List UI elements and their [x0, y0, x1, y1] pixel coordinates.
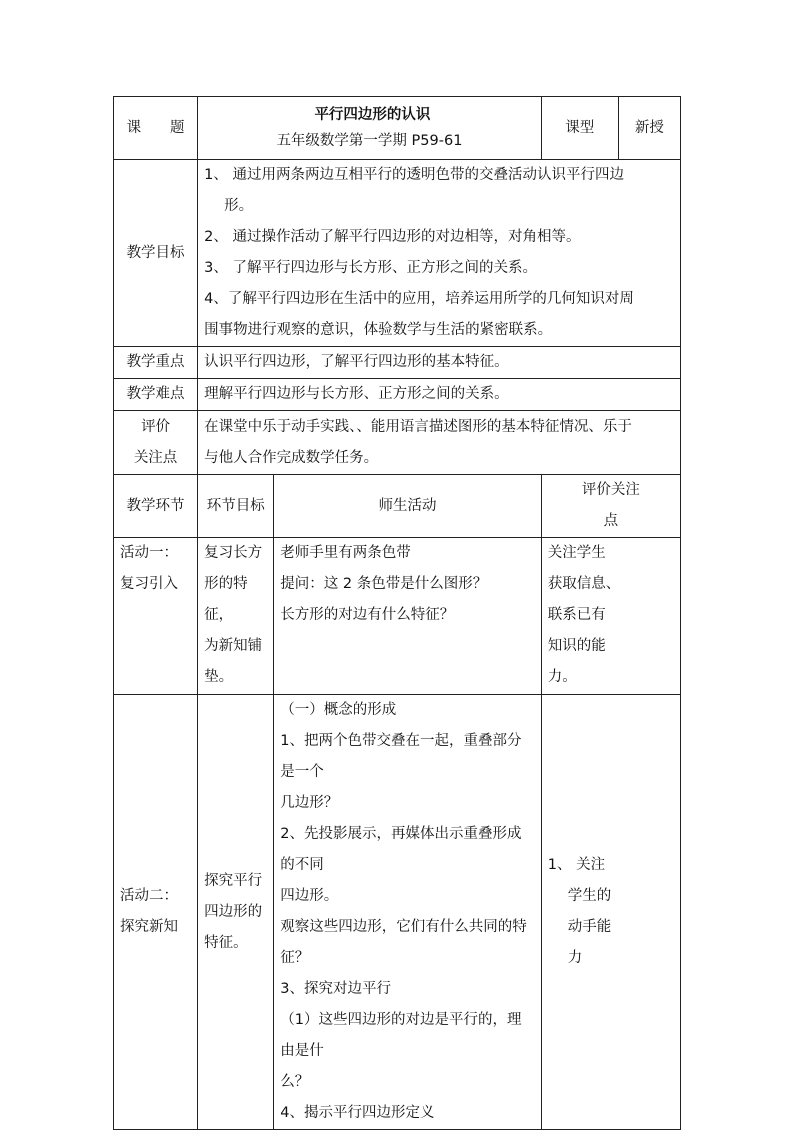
evaluation-row — [114, 411, 681, 475]
title-row — [114, 97, 681, 160]
difficulty-row — [114, 379, 681, 411]
activity1-phase-line2: 复习引入 — [120, 576, 178, 592]
activity1-activity-line: 提问：这 2 条色带是什么图形？ — [280, 576, 488, 592]
activity2-phase-line1: 活动二： — [120, 888, 178, 904]
activity2-activity-line: （一）概念的形成 — [280, 702, 397, 718]
activity2-goal-line: 特征。 — [204, 934, 248, 951]
activity2-focus-line: 学生的 — [567, 888, 612, 904]
activity1-focus-line: 知识的能 — [547, 638, 606, 654]
objective-line: 围事物进行观察的意识，体验数学与生活的紧密联系。 — [204, 322, 553, 338]
objectives-cell — [198, 160, 681, 347]
activity1-phase-line1: 活动一： — [120, 545, 178, 561]
objective-line: 1、 通过用两条两边互相平行的透明色带的交叠活动认识平行四边 — [204, 167, 624, 183]
activity2-activity-line: 四边形。 — [280, 888, 339, 904]
lesson-title: 平行四边形的认识 — [314, 107, 431, 123]
activity1-focus-line: 获取信息、 — [547, 576, 621, 592]
activity2-focus-line: 动手能 — [567, 919, 612, 935]
activity1-activity — [274, 538, 541, 695]
activity2-row — [114, 695, 681, 1130]
col-focus-line2: 点 — [603, 513, 619, 529]
activity1-focus — [541, 538, 680, 695]
activity2-phase — [114, 695, 198, 1130]
activity2-activity-line: 4、揭示平行四边形定义 — [280, 1105, 435, 1121]
objective-line: 2、 通过操作活动了解平行四边形的对边相等，对角相等。 — [204, 229, 581, 245]
type-value: 新授 — [618, 97, 680, 160]
evaluation-text-line1: 在课堂中乐于动手实践、、能用语言描述图形的基本特征情况、乐于 — [204, 418, 632, 435]
col-activity: 师生活动 — [274, 475, 541, 538]
column-header-row — [114, 475, 681, 538]
activity2-activity — [274, 695, 541, 1130]
objectives-label: 教学目标 — [114, 160, 198, 347]
objective-line: 4、了解平行四边形在生活中的应用，培养运用所学的几何知识对周 — [204, 291, 634, 307]
col-phase: 教学环节 — [114, 475, 198, 538]
activity1-goal — [198, 538, 274, 695]
activity1-activity-line: 老师手里有两条色带 — [280, 545, 411, 561]
evaluation-text — [198, 411, 681, 475]
activity2-activity-line: 几边形？ — [280, 795, 339, 811]
activity1-focus-line: 联系已有 — [547, 607, 606, 623]
activity2-activity-line: 3、探究对边平行 — [280, 981, 391, 997]
key-point-row — [114, 347, 681, 379]
activity2-activity-line: 么？ — [280, 1074, 310, 1090]
title-label: 课 题 — [114, 97, 198, 160]
col-focus — [541, 475, 680, 538]
activity1-row — [114, 538, 681, 695]
title-cell — [198, 97, 542, 160]
col-goal: 环节目标 — [198, 475, 274, 538]
activity2-activity-line: 2、先投影展示，再媒体出示重叠形成的不同 — [280, 826, 522, 873]
objective-line: 3、 了解平行四边形与长方形、正方形之间的关系。 — [204, 260, 537, 276]
key-point-label: 教学重点 — [114, 347, 198, 379]
activity2-activity-line: （1）这些四边形的对边是平行的，理由是什 — [280, 1012, 522, 1059]
activity1-goal-line: 垫。 — [204, 669, 234, 685]
difficulty-text: 理解平行四边形与长方形、正方形之间的关系。 — [198, 379, 681, 411]
objective-line: 形。 — [224, 198, 254, 214]
activity2-phase-line2: 探究新知 — [120, 919, 178, 935]
activity2-goal — [198, 695, 274, 1130]
difficulty-label: 教学难点 — [114, 379, 198, 411]
col-focus-line1: 评价关注 — [581, 482, 640, 498]
lesson-plan-table — [113, 96, 681, 1130]
evaluation-label-line1: 评价 — [141, 418, 171, 435]
evaluation-label — [114, 411, 198, 475]
activity2-goal-line: 探究平行 — [204, 872, 263, 889]
activity2-focus — [541, 695, 680, 1130]
activity2-goal-line: 四边形的 — [204, 903, 263, 920]
evaluation-text-line2: 与他人合作完成数学任务。 — [204, 449, 379, 466]
activity1-activity-line: 长方形的对边有什么特征？ — [280, 607, 455, 623]
activity1-focus-line: 关注学生 — [547, 545, 606, 561]
activity2-activity-line: 1、把两个色带交叠在一起，重叠部分是一个 — [280, 733, 522, 780]
activity2-focus-line: 力 — [567, 950, 583, 966]
activity1-phase — [114, 538, 198, 695]
objectives-row — [114, 160, 681, 347]
activity1-goal-line: 为新知铺 — [204, 638, 263, 654]
type-label: 课型 — [541, 97, 618, 160]
activity1-focus-line: 力。 — [547, 669, 577, 685]
activity1-goal-line: 形的特征， — [204, 576, 248, 623]
lesson-subtitle: 五年级数学第一学期 P59-61 — [276, 133, 463, 149]
activity2-focus-line: 1、 关注 — [547, 857, 606, 873]
evaluation-label-line2: 关注点 — [133, 449, 178, 466]
activity2-activity-line: 观察这些四边形，它们有什么共同的特征？ — [280, 919, 527, 966]
activity1-goal-line: 复习长方 — [204, 545, 263, 561]
key-point-text: 认识平行四边形，了解平行四边形的基本特征。 — [198, 347, 681, 379]
